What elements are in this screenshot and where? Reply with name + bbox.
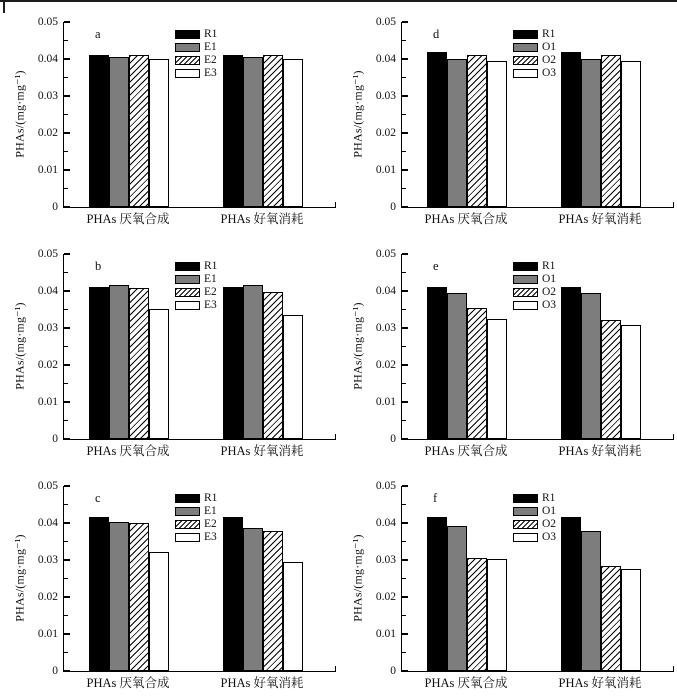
y-major-tick	[64, 438, 70, 440]
bar-O3-group2	[621, 569, 641, 671]
bar-E1-group2	[243, 285, 263, 439]
legend-entry-E3	[175, 69, 217, 78]
legend-entry-R1	[175, 494, 217, 503]
category-label: PHAs 厌氧合成	[86, 444, 170, 458]
y-minor-tick	[402, 272, 406, 273]
y-tick-label: 0.03	[37, 322, 58, 334]
y-tick-label: 0	[390, 433, 396, 445]
y-tick-label: 0.04	[37, 517, 58, 529]
bar-R1-group1	[427, 517, 447, 671]
y-tick-label: 0	[52, 665, 58, 677]
legend-swatch-R1	[513, 494, 538, 503]
y-axis-label: PHAs/(mg·mg⁻¹)	[350, 70, 365, 158]
y-tick-label: 0.01	[375, 164, 396, 176]
legend-label: R1	[542, 492, 556, 504]
category-label: PHAs 好氧消耗	[220, 676, 304, 690]
legend-entry-E3	[175, 533, 217, 542]
y-tick-label: 0.05	[375, 16, 396, 28]
panel-letter: a	[95, 27, 101, 41]
legend-label: O2	[542, 54, 557, 66]
legend-swatch-E1	[175, 275, 200, 284]
legend-label: R1	[542, 28, 556, 40]
legend-swatch-O2	[513, 56, 538, 65]
y-tick-label: 0.04	[375, 285, 396, 297]
legend-entry-E1	[175, 275, 217, 284]
legend-label: O3	[542, 531, 557, 543]
y-major-tick	[64, 485, 70, 487]
legend-entry-R1	[513, 30, 556, 39]
y-major-tick	[64, 290, 70, 292]
bar-O2-group1	[467, 55, 487, 207]
y-tick-label: 0.05	[375, 480, 396, 492]
y-major-tick	[64, 401, 70, 403]
legend-swatch-R1	[513, 262, 538, 271]
y-minor-tick	[64, 541, 68, 542]
bar-R1-group1	[89, 55, 109, 207]
legend-label: E1	[204, 41, 217, 53]
panel-letter: c	[95, 491, 101, 505]
legend-label: O1	[542, 41, 557, 53]
bar-O2-group2	[601, 320, 621, 439]
legend-label: R1	[204, 28, 218, 40]
panel-d	[338, 0, 677, 232]
y-minor-tick	[402, 504, 406, 505]
y-major-tick	[64, 559, 70, 561]
y-major-tick	[402, 633, 408, 635]
legend-entry-E1	[175, 507, 217, 516]
y-tick-label: 0.03	[375, 554, 396, 566]
bar-O1-group2	[581, 59, 601, 207]
y-major-tick	[402, 559, 408, 561]
legend-entry-E2	[175, 56, 217, 65]
y-axis-label: PHAs/(mg·mg⁻¹)	[12, 534, 27, 622]
y-minor-tick	[64, 151, 68, 152]
legend-label: E1	[204, 273, 217, 285]
y-tick-label: 0.02	[37, 359, 58, 371]
legend-swatch-O1	[513, 43, 538, 52]
panel-c	[0, 464, 338, 696]
bar-E3-group1	[149, 59, 169, 207]
category-label: PHAs 好氧消耗	[220, 444, 304, 458]
legend-entry-O3	[513, 69, 556, 78]
panel-letter: f	[433, 491, 438, 505]
bar-O1-group1	[447, 59, 467, 207]
y-tick-label: 0	[390, 665, 396, 677]
y-major-tick	[64, 206, 70, 208]
bar-O1-group2	[581, 293, 601, 439]
bar-E1-group1	[109, 57, 129, 207]
legend-label: R1	[204, 492, 218, 504]
y-major-tick	[402, 169, 408, 171]
legend-swatch-E3	[175, 533, 200, 542]
x-axis-end-tick	[673, 666, 675, 671]
y-tick-label: 0.02	[375, 127, 396, 139]
y-major-tick	[402, 95, 408, 97]
legend-swatch-E3	[175, 301, 200, 310]
bar-O3-group1	[487, 559, 507, 671]
panel-f	[338, 464, 677, 696]
y-major-tick	[64, 21, 70, 23]
legend-label: O1	[542, 505, 557, 517]
legend-swatch-R1	[513, 30, 538, 39]
legend-swatch-O1	[513, 507, 538, 516]
y-major-tick	[402, 401, 408, 403]
legend-entry-O1	[513, 43, 556, 52]
y-major-tick	[64, 522, 70, 524]
y-major-tick	[402, 596, 408, 598]
legend-label: O3	[542, 67, 557, 79]
y-tick-label: 0.01	[37, 628, 58, 640]
legend-swatch-E3	[175, 69, 200, 78]
y-minor-tick	[402, 77, 406, 78]
y-major-tick	[64, 633, 70, 635]
y-major-tick	[64, 670, 70, 672]
y-minor-tick	[64, 77, 68, 78]
y-tick-label: 0.01	[375, 396, 396, 408]
y-major-tick	[402, 290, 408, 292]
category-label: PHAs 好氧消耗	[558, 444, 642, 458]
legend-swatch-O3	[513, 533, 538, 542]
legend	[513, 30, 556, 82]
legend-label: E3	[204, 299, 217, 311]
y-major-tick	[402, 485, 408, 487]
legend-swatch-E2	[175, 520, 200, 529]
legend-entry-O2	[513, 56, 556, 65]
panel-letter: b	[95, 259, 102, 273]
bar-E3-group1	[149, 552, 169, 671]
legend-label: R1	[204, 260, 218, 272]
y-tick-label: 0.03	[37, 90, 58, 102]
x-axis-end-tick	[673, 434, 675, 439]
bar-O1-group2	[581, 531, 601, 671]
bar-E1-group2	[243, 528, 263, 671]
y-tick-label: 0.01	[375, 628, 396, 640]
legend-label: E2	[204, 286, 217, 298]
y-major-tick	[64, 327, 70, 329]
legend-entry-R1	[175, 262, 217, 271]
legend-entry-R1	[513, 262, 556, 271]
y-axis-label: PHAs/(mg·mg⁻¹)	[350, 302, 365, 390]
legend-label: E2	[204, 54, 217, 66]
legend-swatch-R1	[175, 494, 200, 503]
y-minor-tick	[64, 383, 68, 384]
legend-label: O2	[542, 286, 557, 298]
y-minor-tick	[402, 151, 406, 152]
x-axis-end-tick	[335, 666, 337, 671]
y-minor-tick	[402, 114, 406, 115]
legend-label: E1	[204, 505, 217, 517]
bar-R1-group2	[561, 517, 581, 671]
legend-swatch-O1	[513, 275, 538, 284]
y-major-tick	[402, 206, 408, 208]
x-axis-end-tick	[673, 202, 675, 207]
bar-E1-group1	[109, 285, 129, 439]
bar-R1-group1	[427, 287, 447, 439]
y-tick-label: 0.03	[375, 90, 396, 102]
y-minor-tick	[64, 504, 68, 505]
bar-E3-group2	[283, 59, 303, 207]
y-major-tick	[402, 670, 408, 672]
bar-O3-group1	[487, 319, 507, 439]
y-tick-label: 0.04	[375, 53, 396, 65]
legend-swatch-E2	[175, 288, 200, 297]
bar-R1-group1	[89, 517, 109, 671]
legend-entry-E2	[175, 520, 217, 529]
bar-E1-group2	[243, 57, 263, 207]
legend	[513, 262, 556, 314]
y-minor-tick	[402, 420, 406, 421]
y-axis-label: PHAs/(mg·mg⁻¹)	[350, 534, 365, 622]
bar-O3-group1	[487, 61, 507, 207]
legend-swatch-O2	[513, 288, 538, 297]
y-major-tick	[64, 132, 70, 134]
y-minor-tick	[64, 114, 68, 115]
legend-entry-O1	[513, 507, 556, 516]
y-tick-label: 0.02	[37, 127, 58, 139]
bar-R1-group1	[89, 287, 109, 439]
y-minor-tick	[402, 383, 406, 384]
y-tick-label: 0.03	[37, 554, 58, 566]
y-major-tick	[402, 438, 408, 440]
bar-O1-group1	[447, 293, 467, 439]
x-axis-end-tick	[335, 202, 337, 207]
y-major-tick	[64, 364, 70, 366]
legend-swatch-O2	[513, 520, 538, 529]
legend-entry-E2	[175, 288, 217, 297]
y-tick-label: 0.01	[37, 396, 58, 408]
category-label: PHAs 厌氧合成	[86, 676, 170, 690]
bar-O2-group1	[467, 308, 487, 439]
y-tick-label: 0.04	[37, 53, 58, 65]
legend-entry-O3	[513, 533, 556, 542]
y-minor-tick	[402, 541, 406, 542]
bar-E2-group1	[129, 55, 149, 207]
legend-swatch-R1	[175, 30, 200, 39]
category-label: PHAs 好氧消耗	[558, 676, 642, 690]
y-major-tick	[402, 21, 408, 23]
category-label: PHAs 厌氧合成	[424, 444, 508, 458]
legend-label: O3	[542, 299, 557, 311]
bar-E2-group1	[129, 288, 149, 439]
legend-label: O2	[542, 518, 557, 530]
y-tick-label: 0.01	[37, 164, 58, 176]
bar-O1-group1	[447, 526, 467, 671]
bar-R1-group2	[223, 517, 243, 671]
y-minor-tick	[402, 578, 406, 579]
category-label: PHAs 厌氧合成	[424, 212, 508, 226]
bar-O2-group1	[467, 558, 487, 671]
y-minor-tick	[402, 346, 406, 347]
legend	[175, 494, 217, 546]
y-major-tick	[402, 58, 408, 60]
legend	[175, 30, 217, 82]
y-major-tick	[402, 327, 408, 329]
y-minor-tick	[64, 346, 68, 347]
x-axis-end-tick	[335, 434, 337, 439]
bar-O2-group2	[601, 566, 621, 671]
y-major-tick	[64, 596, 70, 598]
legend-entry-O2	[513, 520, 556, 529]
bar-E2-group2	[263, 292, 283, 439]
y-minor-tick	[402, 40, 406, 41]
y-tick-label: 0.05	[375, 248, 396, 260]
bar-R1-group2	[223, 287, 243, 439]
legend-label: E2	[204, 518, 217, 530]
panel-letter: d	[433, 27, 440, 41]
bar-E2-group1	[129, 523, 149, 671]
y-tick-label: 0.02	[375, 359, 396, 371]
legend-entry-E3	[175, 301, 217, 310]
legend-swatch-E1	[175, 507, 200, 516]
y-minor-tick	[402, 188, 406, 189]
y-tick-label: 0.04	[375, 517, 396, 529]
y-major-tick	[64, 253, 70, 255]
panel-a	[0, 0, 338, 232]
y-minor-tick	[64, 615, 68, 616]
legend-label: E3	[204, 531, 217, 543]
legend-label: E3	[204, 67, 217, 79]
legend-swatch-R1	[175, 262, 200, 271]
category-label: PHAs 厌氧合成	[424, 676, 508, 690]
bar-E2-group2	[263, 55, 283, 207]
category-label: PHAs 好氧消耗	[220, 212, 304, 226]
y-major-tick	[402, 132, 408, 134]
y-tick-label: 0	[52, 433, 58, 445]
y-major-tick	[402, 522, 408, 524]
y-minor-tick	[64, 578, 68, 579]
panel-b	[0, 232, 338, 464]
y-tick-label: 0.02	[375, 591, 396, 603]
legend-entry-R1	[513, 494, 556, 503]
y-major-tick	[402, 364, 408, 366]
legend-label: R1	[542, 260, 556, 272]
legend-swatch-O3	[513, 69, 538, 78]
bar-O2-group2	[601, 55, 621, 207]
category-label: PHAs 好氧消耗	[558, 212, 642, 226]
y-tick-label: 0	[390, 201, 396, 213]
bar-E3-group2	[283, 315, 303, 439]
y-minor-tick	[64, 188, 68, 189]
y-tick-label: 0.05	[37, 248, 58, 260]
y-tick-label: 0.05	[37, 480, 58, 492]
bar-E3-group2	[283, 562, 303, 671]
panel-letter: e	[433, 259, 439, 273]
bar-R1-group1	[427, 52, 447, 207]
y-tick-label: 0.04	[37, 285, 58, 297]
bar-R1-group2	[223, 55, 243, 207]
y-tick-label: 0.02	[37, 591, 58, 603]
y-major-tick	[64, 95, 70, 97]
bar-E1-group1	[109, 522, 129, 671]
y-minor-tick	[64, 420, 68, 421]
bar-E3-group1	[149, 309, 169, 439]
y-minor-tick	[402, 309, 406, 310]
y-axis-label: PHAs/(mg·mg⁻¹)	[12, 70, 27, 158]
y-minor-tick	[402, 652, 406, 653]
legend-swatch-E1	[175, 43, 200, 52]
legend-entry-E1	[175, 43, 217, 52]
legend-swatch-O3	[513, 301, 538, 310]
legend-swatch-E2	[175, 56, 200, 65]
legend-entry-R1	[175, 30, 217, 39]
legend-entry-O1	[513, 275, 556, 284]
y-major-tick	[64, 58, 70, 60]
legend-label: O1	[542, 273, 557, 285]
legend-entry-O3	[513, 301, 556, 310]
legend	[513, 494, 556, 546]
panel-e	[338, 232, 677, 464]
legend	[175, 262, 217, 314]
y-minor-tick	[64, 652, 68, 653]
bar-R1-group2	[561, 287, 581, 439]
bar-O3-group2	[621, 325, 641, 439]
y-tick-label: 0.03	[375, 322, 396, 334]
y-minor-tick	[64, 40, 68, 41]
legend-entry-O2	[513, 288, 556, 297]
category-label: PHAs 厌氧合成	[86, 212, 170, 226]
bar-E2-group2	[263, 531, 283, 671]
y-minor-tick	[64, 309, 68, 310]
y-tick-label: 0.05	[37, 16, 58, 28]
bar-O3-group2	[621, 61, 641, 207]
y-minor-tick	[402, 615, 406, 616]
y-axis-label: PHAs/(mg·mg⁻¹)	[12, 302, 27, 390]
y-tick-label: 0	[52, 201, 58, 213]
y-major-tick	[64, 169, 70, 171]
y-major-tick	[402, 253, 408, 255]
bar-R1-group2	[561, 52, 581, 207]
y-minor-tick	[64, 272, 68, 273]
